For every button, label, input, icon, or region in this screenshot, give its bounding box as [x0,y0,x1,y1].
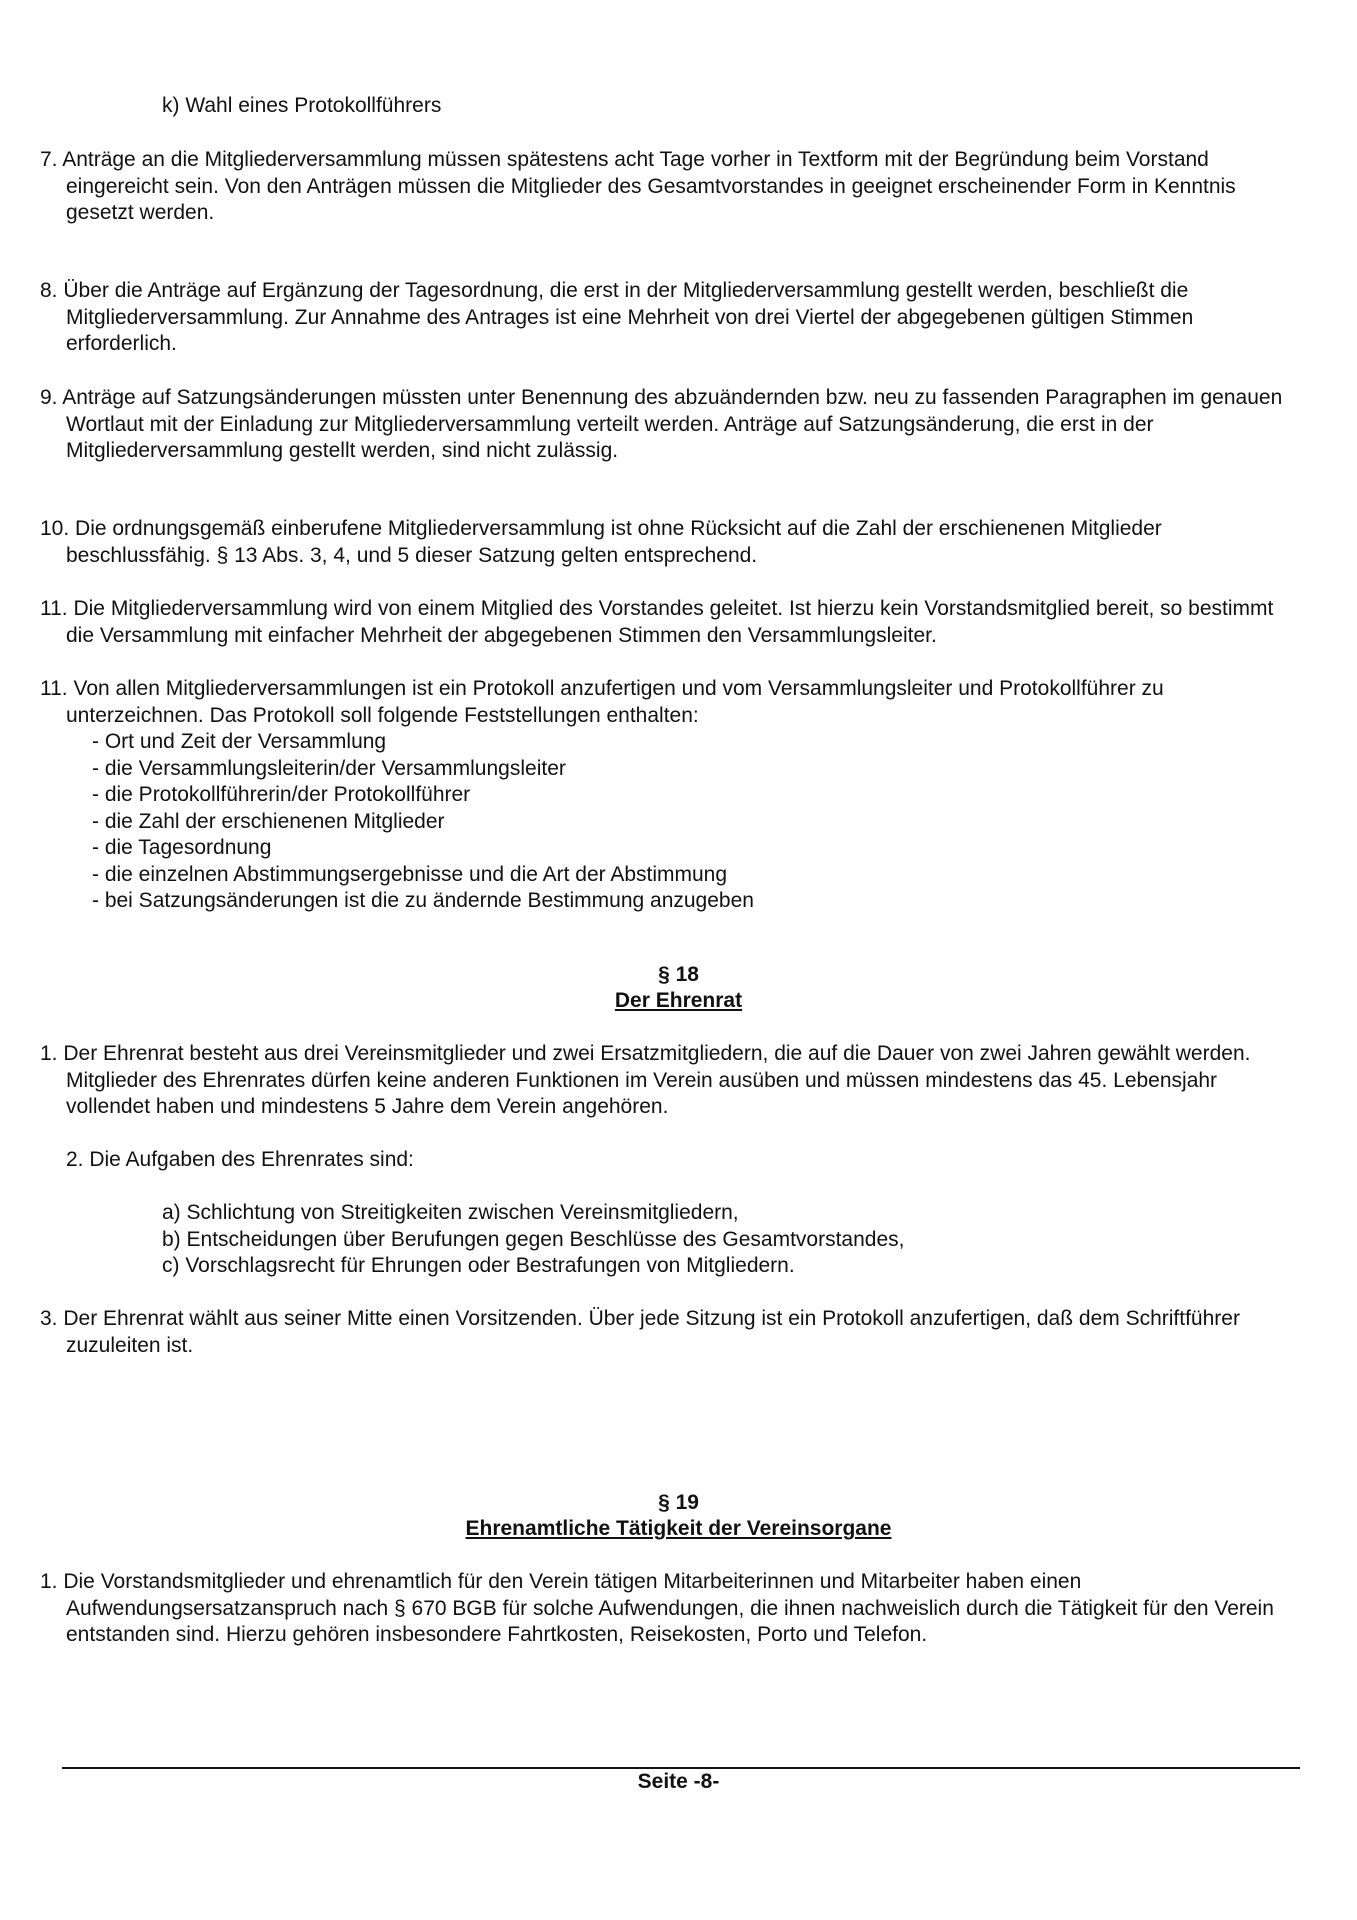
section-19-number: § 19 [658,1491,699,1514]
list-item: - die Versammlungsleiterin/der Versammlungsleiter [92,756,566,780]
paragraph-8 [40,278,1306,358]
list-item: b) Entscheidungen über Berufungen gegen Beschlüsse des Gesamtvorstandes, [162,1227,905,1251]
paragraph-8-text: 8. Über die Anträge auf Ergänzung der Tagesordnung, die erst in der Mitgliederversammlung gestellt werden, beschließt die Mitgliederversammlung. Zur Annahme des Antrages ist eine Mehrheit von drei Viertel der abgegebenen gültigen Stimmen erforderlich. [40,279,1194,355]
list-item: - die Protokollführerin/der Protokollführer [92,783,471,806]
section-18-paragraph-2-text: 2. Die Aufgaben des Ehrenrates sind: [66,1148,414,1171]
page-number: Seite -8- [637,1770,720,1793]
list-item: - die Zahl der erschienenen Mitglieder [92,809,445,833]
list-item: - die Tagesordnung [92,836,272,859]
paragraph-11b-text: 11. Von allen Mitgliederversammlungen ist ein Protokoll anzufertigen und vom Versammlungsleiter und Protokollführer zu unterzeichnen. Das Protokoll soll folgende Feststellungen enthalten: [40,677,1164,727]
section-18-paragraph-1-text: 1. Der Ehrenrat besteht aus drei Vereinsmitglieder und zwei Ersatzmitgliedern, die auf die Dauer von zwei Jahren gewählt werden. Mitglieder des Ehrenrates dürfen keine anderen Funktionen im Verein ausüben und müssen mindestens das 45. Lebensjahr vollendet haben und mindestens 5 Jahre dem Verein angehören. [40,1042,1251,1118]
paragraph-9-text: 9. Anträge auf Satzungsänderungen müssten unter Benennung des abzuändernden bzw. neu zu fassenden Paragraphen im genauen Wortlaut mit der Einladung zur Mitgliederversammlung verteilt werden. Anträge auf Satzungsänderung, die erst in der Mitgliederversammlung gestellt werden, sind nicht zulässig. [40,386,1283,462]
section-18-paragraph-1 [40,1041,1306,1121]
section-19-paragraph-1 [40,1569,1306,1649]
section-18-number: § 18 [658,963,699,986]
section-19-paragraph-1-text: 1. Die Vorstandsmitglieder und ehrenamtlich für den Verein tätigen Mitarbeiterinnen und Mitarbeiter haben einen Aufwendungsersatzanspruch nach § 670 BGB für solche Aufwendungen, die ihnen nachweislich durch die Tätigkeit für den Verein entstanden sind. Hierzu gehören insbesondere Fahrtkosten, Reisekosten, Porto und Telefon. [40,1570,1274,1646]
paragraph-11b [40,676,1306,915]
section-19-title: Ehrenamtliche Tätigkeit der Vereinsorgane [465,1517,892,1540]
section-19-heading [0,1490,1357,1542]
footer-rule [62,1767,1300,1769]
paragraph-11a-text: 11. Die Mitgliederversammlung wird von einem Mitglied des Vorstandes geleitet. Ist hierzu kein Vorstandsmitglied bereit, so bestimmt die Versammlung mit einfacher Mehrheit der abgegebenen Stimmen den Versammlungsleiter. [40,597,1274,647]
paragraph-7 [40,147,1306,227]
paragraph-7-text: 7. Anträge an die Mitgliederversammlung müssen spätestens acht Tage vorher in Textform mit der Begründung beim Vorstand eingereicht sein. Von den Anträgen müssen die Mitglieder des Gesamtvorstandes in geeignet erscheinender Form in Kenntnis gesetzt werden. [40,148,1236,224]
paragraph-11a [40,596,1306,649]
list-item: - Ort und Zeit der Versammlung [92,730,387,753]
section-18-paragraph-3 [40,1306,1306,1359]
list-item: - bei Satzungsänderungen ist die zu ändernde Bestimmung anzugeben [92,889,754,912]
paragraph-10-text: 10. Die ordnungsgemäß einberufene Mitgliederversammlung ist ohne Rücksicht auf die Zahl der erschienenen Mitglieder beschlussfähig. § 13 Abs. 3, 4, und 5 dieser Satzung gelten entsprechend. [40,517,1162,567]
list-item: c) Vorschlagsrecht für Ehrungen oder Bestrafungen von Mitgliedern. [162,1254,795,1277]
protocol-contents-list [66,729,1306,915]
paragraph-9 [40,385,1306,465]
ehrenrat-tasks-list [162,1200,904,1280]
section-18-paragraph-3-text: 3. Der Ehrenrat wählt aus seiner Mitte einen Vorsitzenden. Über jede Sitzung ist ein Protokoll anzufertigen, daß dem Schriftführer zuzuleiten ist. [40,1307,1240,1357]
list-item: - die einzelnen Abstimmungsergebnisse und die Art der Abstimmung [92,862,728,886]
list-item-k: k) Wahl eines Protokollführers [162,94,442,117]
section-18-paragraph-2 [66,1147,1306,1174]
section-18-title: Der Ehrenrat [614,989,743,1012]
list-item: a) Schlichtung von Streitigkeiten zwischen Vereinsmitgliedern, [162,1201,739,1224]
paragraph-10 [40,516,1306,569]
section-18-heading [0,962,1357,1014]
